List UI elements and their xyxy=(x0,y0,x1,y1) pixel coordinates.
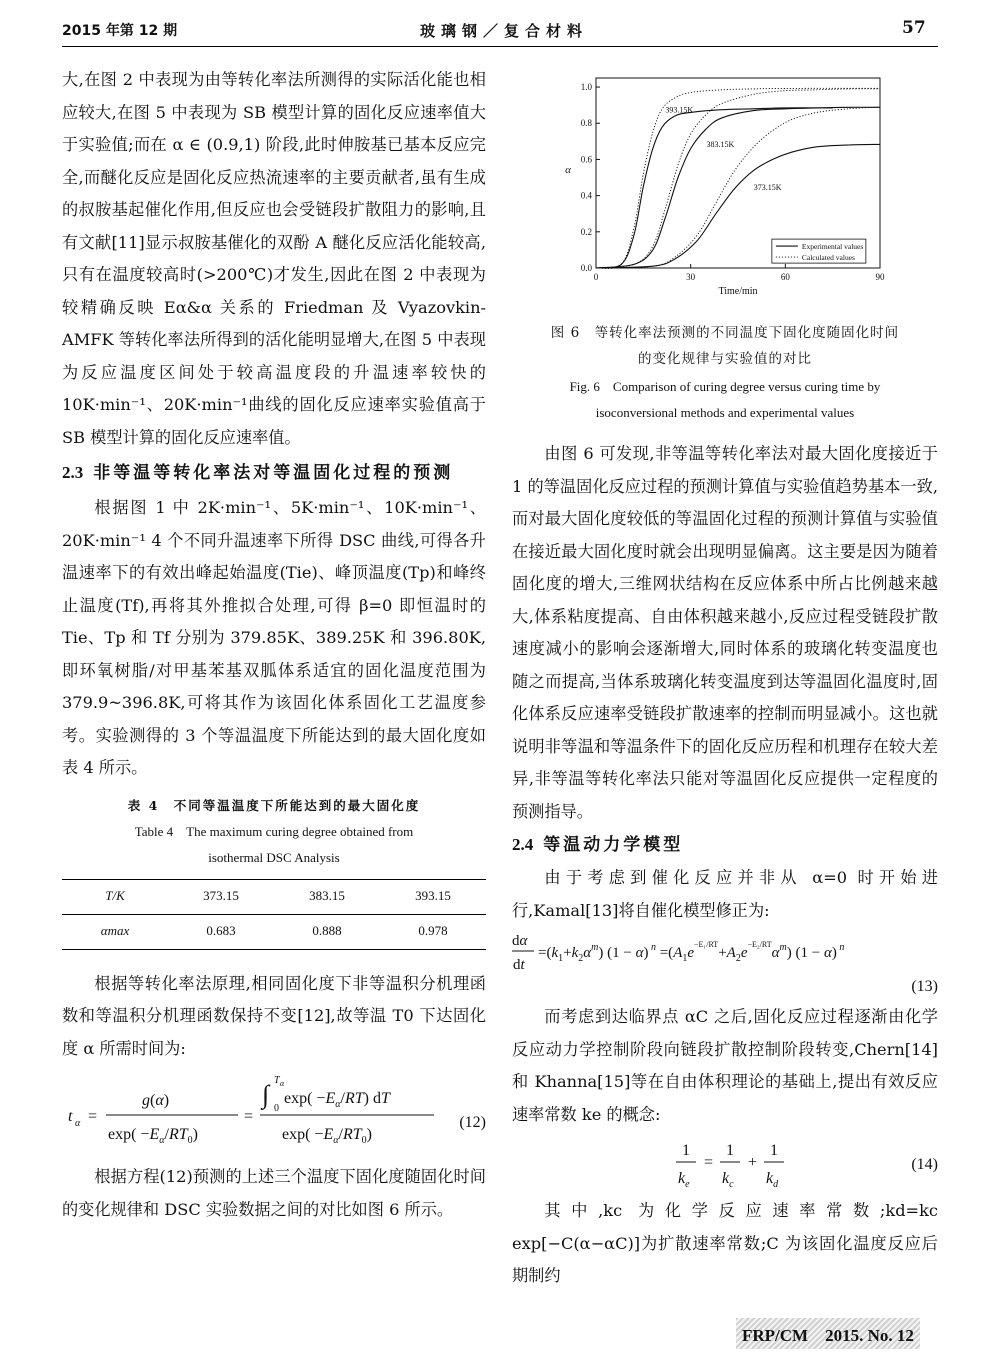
svg-text:=(k1+k2αm) (1 − α) n =(A1e−E₁/: $=(k_1+k_2\alpha^m) (1 - \alpha)$ $^n =(A_1e^{-E_1/RT}+A_2e^{-E_2/RT}\alpha^m) (1 - \alpha)$ $^n$ xyxy=(538,940,845,964)
table-body xyxy=(62,880,486,949)
left-paragraph-4: 根据方程(12)预测的上述三个温度下固化度随固化时间的变化规律和 DSC 实验数据之间的对比如图 6 所示。 xyxy=(62,1167,486,1219)
equation-14-graphic xyxy=(512,1131,938,1195)
table-caption-en-line1: Table 4 The maximum curing degree obtained from xyxy=(134,823,414,839)
y-tick-label: 0.6 xyxy=(580,154,592,165)
left-paragraph-3: 根据等转化率法原理,相同固化度下非等温积分机理函数和等温积分机理函数保持不变[12],故等温 T0 下达固化度 α 所需时间为: xyxy=(62,973,486,1058)
svg-text:1: 1 xyxy=(770,1142,778,1159)
svg-text:exp( −Eα/RT0): $\exp( -E_\alpha/RT_0)$ xyxy=(108,1126,198,1146)
y-tick-label: 1.0 xyxy=(580,82,592,93)
table-cell: 383.15 xyxy=(274,880,380,915)
section-2-4-heading xyxy=(512,828,938,862)
right-paragraph-1: 由图 6 可发现,非等温等转化率法对最大固化度接近于 1 的等温固化反应过程的预测计算值与实验值趋势基本一致,而对最大固化度较低的等温固化过程的预测计算值与实验值在接近最大固化度时就会出现明显偏离。这主要是因为随着固化度的增大,三维网状结构在反应体系中所占比例越来越大,体系粘度提高、自由体积越来越小,反应过程受链段扩散速度减小的影响会逐渐增大,同时体系的玻璃化转变温度也随之而提高,当体系玻璃化转变温度到达等温固化温度时,固化体系反应速率受链段扩散速率的控制而明显减小。这也就说明非等温和等温条件下的固化反应历程和机理存在较大差异,非等温等转化率法只能对等温固化反应提供一定程度的预测指导。 xyxy=(512,444,938,821)
table-cell: 393.15 xyxy=(380,880,486,915)
left-column xyxy=(62,64,486,1226)
x-tick-label: 90 xyxy=(875,272,885,282)
svg-text:dt: dt xyxy=(513,957,525,973)
x-tick-label: 0 xyxy=(593,272,599,282)
section-2-3-heading xyxy=(62,456,486,490)
figure-caption-en-line1: Fig. 6 Comparison of curing degree versus curing time by xyxy=(569,379,881,394)
svg-text:T: T xyxy=(274,1075,280,1086)
equation-13 xyxy=(512,927,938,1001)
figure-caption-cn-line2: 的变化规律与实验值的对比 xyxy=(638,351,812,367)
section-number: 2.3 xyxy=(62,463,84,482)
legend-label: Experimental values xyxy=(801,242,864,252)
page-number: 57 xyxy=(902,18,926,38)
equation-14 xyxy=(512,1131,938,1195)
equation-12-graphic xyxy=(62,1069,486,1161)
left-paragraph-2: 根据图 1 中 2K·min⁻¹、5K·min⁻¹、10K·min⁻¹、20K·min⁻¹ 4 个不同升温速率下所得 DSC 曲线,可得各升温速率下的有效出峰起始温度(Tie)、峰顶温度(Tp)和峰终止温度(Tf),再将其外推拟合处理,可得 β=0 即恒温时的 Tie、Tp 和 Tf 分别为 379.85K、389.25K 和 396.80K,即环氧树脂/对甲基苯基双胍体系适宜的固化温度范围为 379.9~396.8K,可将其作为该固化体系固化工艺温度参考。实验测得的 3 个等温温度下所能达到的最大固化度如表 4 所示。 xyxy=(62,498,486,777)
x-tick-label: 30 xyxy=(686,272,696,282)
table-cell: 0.683 xyxy=(206,923,236,939)
svg-text:1: 1 xyxy=(682,1142,690,1159)
figure-6 xyxy=(540,66,900,316)
table-4 xyxy=(62,793,486,950)
y-tick-label: 0.0 xyxy=(580,263,592,273)
table-cell: 0.888 xyxy=(312,923,342,939)
section-title: 非等温等转化率法对等温固化过程的预测 xyxy=(93,463,454,483)
svg-text:=: = xyxy=(704,1154,714,1171)
figure-6-chart xyxy=(540,66,900,316)
x-tick-label: 60 xyxy=(780,272,790,282)
journal-title: 玻璃钢／复合材料 xyxy=(420,22,589,40)
x-axis-label: Time/min xyxy=(718,286,758,297)
svg-text:kd: $k_d$ xyxy=(766,1170,779,1190)
footer-badge: FRP/CM 2015. No. 12 xyxy=(736,1318,920,1349)
y-tick-label: 0.8 xyxy=(580,118,592,129)
equation-13-graphic xyxy=(512,927,938,975)
equation-12 xyxy=(62,1069,486,1161)
table-caption-cn: 表 4 不同等温温度下所能达到的最大固化度 xyxy=(127,797,421,813)
y-tick-label: 0.2 xyxy=(580,226,592,237)
equation-number: (13) xyxy=(911,978,938,995)
svg-text:dα: dα xyxy=(512,933,528,949)
figure-caption-en-line2: isoconversional methods and experimental values xyxy=(595,405,855,420)
svg-text:g(α): g(α) xyxy=(142,1092,170,1109)
svg-text:t: t xyxy=(68,1108,73,1125)
svg-text:∫: ∫ xyxy=(262,1080,270,1109)
svg-text:1: 1 xyxy=(726,1142,734,1159)
legend-label: Calculated values xyxy=(801,253,855,263)
header-rule xyxy=(62,46,938,47)
right-paragraph-3: 而考虑到达临界点 αC 之后,固化反应过程逐渐由化学反应动力学控制阶段向链段扩散控制阶段转变,Chern[14]和 Khanna[15]等在自由体积理论的基础上,提出有效反应速率常数 ke 的概念: xyxy=(512,1007,938,1124)
section-title: 等温动力学模型 xyxy=(543,835,684,855)
y-tick-label: 0.4 xyxy=(580,190,592,201)
left-paragraph-1: 大,在图 2 中表现为由等转化率法所测得的实际活化能也相应较大,在图 5 中表现为 SB 模型计算的固化反应速率值大于实验值;而在 α ∈ (0.9,1) 阶段,此时伸胺基已基本反应完全,而醚化反应是固化反应热流速率的主要贡献者,虽有生成的叔胺基起催化作用,但反应也会受链段扩散阻力的影响,且有文献[11]显示叔胺基催化的双酚 A 醚化反应活化能较高,只有在温度较高时(>200℃)才发生,因此在图 2 中表现为较精确反映 Eα&α 关系的 Friedman 及 Vyazovkin-AMFK 等转化率法所得到的活化能明显增大,在图 5 中表现为反应温度区间处于较高温度段的升温速率较快的 10K·min⁻¹、20K·min⁻¹曲线的固化反应速率实验值高于 SB 模型计算的固化反应速率值。 xyxy=(62,70,486,447)
curve-annotation: 383.15K xyxy=(706,139,735,149)
section-number: 2.4 xyxy=(512,835,534,854)
svg-text:α: α xyxy=(280,1079,285,1088)
curve-annotation: 373.15K xyxy=(753,183,782,193)
table-cell: 0.978 xyxy=(418,923,448,939)
svg-text:ke: $k_e$ xyxy=(678,1170,690,1190)
table-row xyxy=(62,880,486,915)
svg-text:=: = xyxy=(88,1108,98,1125)
table-cell: αmax xyxy=(100,923,130,939)
svg-text:exp( −Eα/RT) dT: $\exp( -E_\alpha/RT)$ dT xyxy=(284,1090,390,1110)
svg-text:kc: $k_c$ xyxy=(722,1170,734,1190)
table-bottom-rule xyxy=(62,949,486,950)
svg-text:exp( −Eα/RT0): $\exp( -E_\alpha/RT_0)$ xyxy=(282,1126,372,1146)
right-column xyxy=(512,438,938,1293)
equation-number: (12) xyxy=(459,1114,486,1131)
equation-number: (14) xyxy=(911,1156,938,1173)
svg-text:+: + xyxy=(748,1154,758,1171)
table-cell: 373.15 xyxy=(168,880,274,915)
issue-label: 2015 年第 12 期 xyxy=(62,23,178,39)
svg-text:0: 0 xyxy=(274,1103,279,1114)
right-paragraph-2: 由于考虑到催化反应并非从 α=0 时开始进行,Kamal[13]将自催化模型修正为: xyxy=(512,868,938,920)
svg-text:=: = xyxy=(244,1108,254,1125)
table-caption-en-line2: isothermal DSC Analysis xyxy=(208,849,340,865)
y-axis-label: α xyxy=(565,164,571,176)
table-cell: T/K xyxy=(62,880,168,915)
table-row xyxy=(62,914,486,949)
svg-text:α: α xyxy=(75,1118,81,1129)
right-paragraph-4: 其中,kc 为化学反应速率常数;kd=kc exp[−C(α−αC)]为扩散速率常数;C 为该固化温度反应后期制约 xyxy=(512,1201,938,1285)
curve-annotation: 393.15K xyxy=(665,105,694,115)
figure-caption-cn-line1: 图 6 等转化率法预测的不同温度下固化度随固化时间 xyxy=(550,325,900,341)
